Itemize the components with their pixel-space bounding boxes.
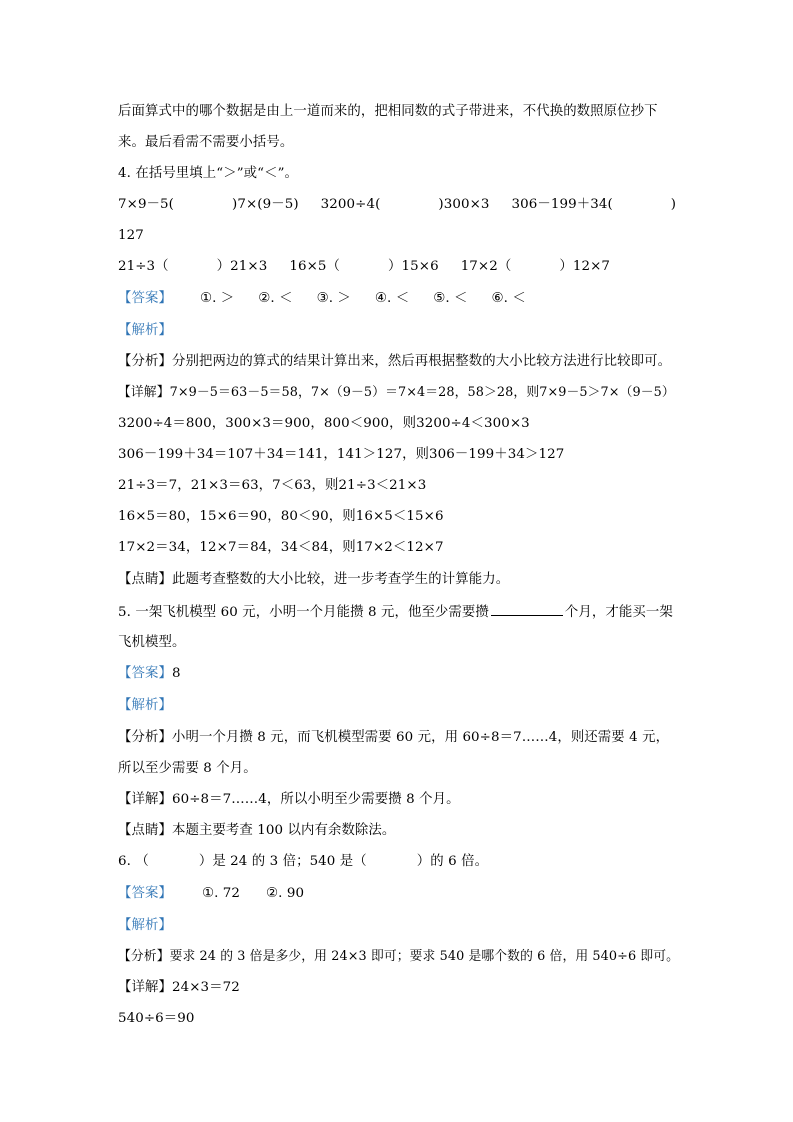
q4-row-1-wrap: 127	[118, 228, 144, 243]
q4-answer	[118, 290, 678, 308]
q4-xiangjie-2: 3200÷4＝800，300×3＝900，800＜900，则3200÷4＜300×3	[118, 416, 530, 431]
q4-expr-2-left: 3200÷4(	[320, 197, 381, 212]
q5-answer	[118, 665, 678, 683]
fenxi-tag: 【分析】	[118, 730, 172, 745]
answer-tag: 【答案】	[118, 291, 172, 306]
q4-expr-1-right: )7×(9－5)	[232, 197, 299, 212]
q5-dianjing	[118, 822, 678, 840]
q5-xiangjie-text: 60÷8＝7……4，所以小明至少需要攒 8 个月。	[171, 792, 460, 807]
q4-dianjing	[118, 571, 678, 589]
q4-dianjing-text: 此题考查整数的大小比较，进一步考查学生的计算能力。	[171, 572, 510, 587]
q4-expr-3-bracket: )	[670, 197, 677, 212]
q4-expr-6-right: ）12×7	[559, 259, 611, 274]
xiangjie-tag: 【详解】	[118, 385, 170, 400]
q6-xiangjie-text-1: 24×3＝72	[171, 980, 240, 995]
q4-expr-5-left: 16×5（	[289, 259, 341, 274]
answer-tag: 【答案】	[118, 666, 172, 681]
q4-xiangjie-4: 21÷3＝7，21×3＝63，7＜63，则21÷3＜21×3	[118, 478, 427, 493]
q4-expr-6-left: 17×2（	[460, 259, 512, 274]
q6-answer-1: ①. 72	[201, 886, 241, 901]
q4-row-1	[118, 196, 678, 214]
q4-expr-3-left: 306－199＋34(	[511, 197, 613, 212]
q4-answer-5: ⑤. ＜	[433, 291, 468, 306]
xiangjie-tag: 【详解】	[118, 980, 172, 995]
dianjing-tag: 【点睛】	[118, 823, 172, 838]
q6-xiangjie-2: 540÷6＝90	[118, 1011, 195, 1026]
intro-line-2: 来。最后看需不需要小括号。	[118, 135, 294, 150]
q4-answer-2: ②. ＜	[258, 291, 293, 306]
q4-expr-4-left: 21÷3（	[118, 259, 169, 274]
q5-stem-part-1: 5. 一架飞机模型 60 元，小明一个月能攒 8 元，他至少需要攒	[118, 605, 489, 620]
q4-xiangjie-1	[118, 384, 678, 402]
q5-analysis-tag: 【解析】	[118, 698, 172, 713]
q4-answer-3: ③. ＞	[316, 291, 351, 306]
q6-stem-part-3: ）的 6 倍。	[416, 854, 489, 869]
q5-stem	[118, 603, 678, 622]
q4-xiangjie-5: 16×5＝80，15×6＝90，80＜90，则16×5＜15×6	[118, 509, 444, 524]
q6-analysis-tag: 【解析】	[118, 918, 172, 933]
q5-stem-part-2: 个月，才能买一架	[564, 605, 673, 620]
q5-answer-value: 8	[171, 666, 181, 681]
fenxi-tag: 【分析】	[118, 949, 170, 964]
q6-stem-part-2: ）是 24 的 3 倍；540 是（	[198, 854, 367, 869]
q6-stem-part-1: 6. （	[118, 854, 149, 869]
q6-answer-2: ②. 90	[266, 886, 305, 901]
q5-stem-wrap: 飞机模型。	[118, 635, 186, 650]
xiangjie-tag: 【详解】	[118, 792, 172, 807]
q4-fenxi	[118, 353, 678, 371]
q4-stem: 4. 在括号里填上“＞”或“＜”。	[118, 166, 299, 181]
dianjing-tag: 【点睛】	[118, 572, 172, 587]
q4-answer-4: ④. ＜	[374, 291, 410, 306]
q5-fenxi-1	[118, 729, 678, 747]
q4-expr-5-right: ）15×6	[388, 259, 439, 274]
q6-fenxi-text: 要求 24 的 3 倍是多少，用 24×3 即可；要求 540 是哪个数的 6 倍，用 540÷6 即可。	[169, 949, 680, 964]
q4-xiangjie-3: 306－199＋34＝107＋34＝141，141＞127，则306－199＋34＞127	[118, 447, 565, 462]
q5-answer-blank	[491, 603, 563, 616]
answer-tag: 【答案】	[118, 886, 172, 901]
q6-answer	[118, 885, 678, 903]
q4-answer-6: ⑥. ＜	[491, 291, 526, 306]
q6-fenxi	[118, 948, 678, 966]
q6-stem	[118, 853, 678, 871]
q5-fenxi-text-1: 小明一个月攒 8 元，而飞机模型需要 60 元，用 60÷8＝7……4，则还需要 4 元，	[171, 730, 670, 745]
q4-expr-4-right: ）21×3	[216, 259, 268, 274]
q5-dianjing-text: 本题主要考查 100 以内有余数除法。	[171, 823, 396, 838]
q4-xiangjie-text-1: 7×9－5＝63－5＝58，7×（9－5）＝7×4＝28，58＞28，则7×9－5＞7×（9－5）	[169, 385, 675, 400]
intro-line-1: 后面算式中的哪个数据是由上一道而来的，把相同数的式子带进来，不代换的数照原位抄下	[118, 104, 658, 119]
q6-xiangjie-1	[118, 979, 678, 997]
q4-row-2	[118, 258, 678, 276]
q4-xiangjie-6: 17×2＝34，12×7＝84，34＜84，则17×2＜12×7	[118, 540, 444, 555]
q4-fenxi-text: 分别把两边的算式的结果计算出来，然后再根据整数的大小比较方法进行比较即可。	[171, 354, 672, 369]
fenxi-tag: 【分析】	[118, 354, 172, 369]
q4-analysis-tag: 【解析】	[118, 323, 172, 338]
q4-expr-2-right: )300×3	[438, 197, 490, 212]
q4-expr-1-left: 7×9－5(	[118, 197, 174, 212]
q4-answer-1: ①. ＞	[199, 291, 235, 306]
q5-fenxi-2: 所以至少需要 8 个月。	[118, 761, 257, 776]
q5-xiangjie	[118, 791, 678, 809]
